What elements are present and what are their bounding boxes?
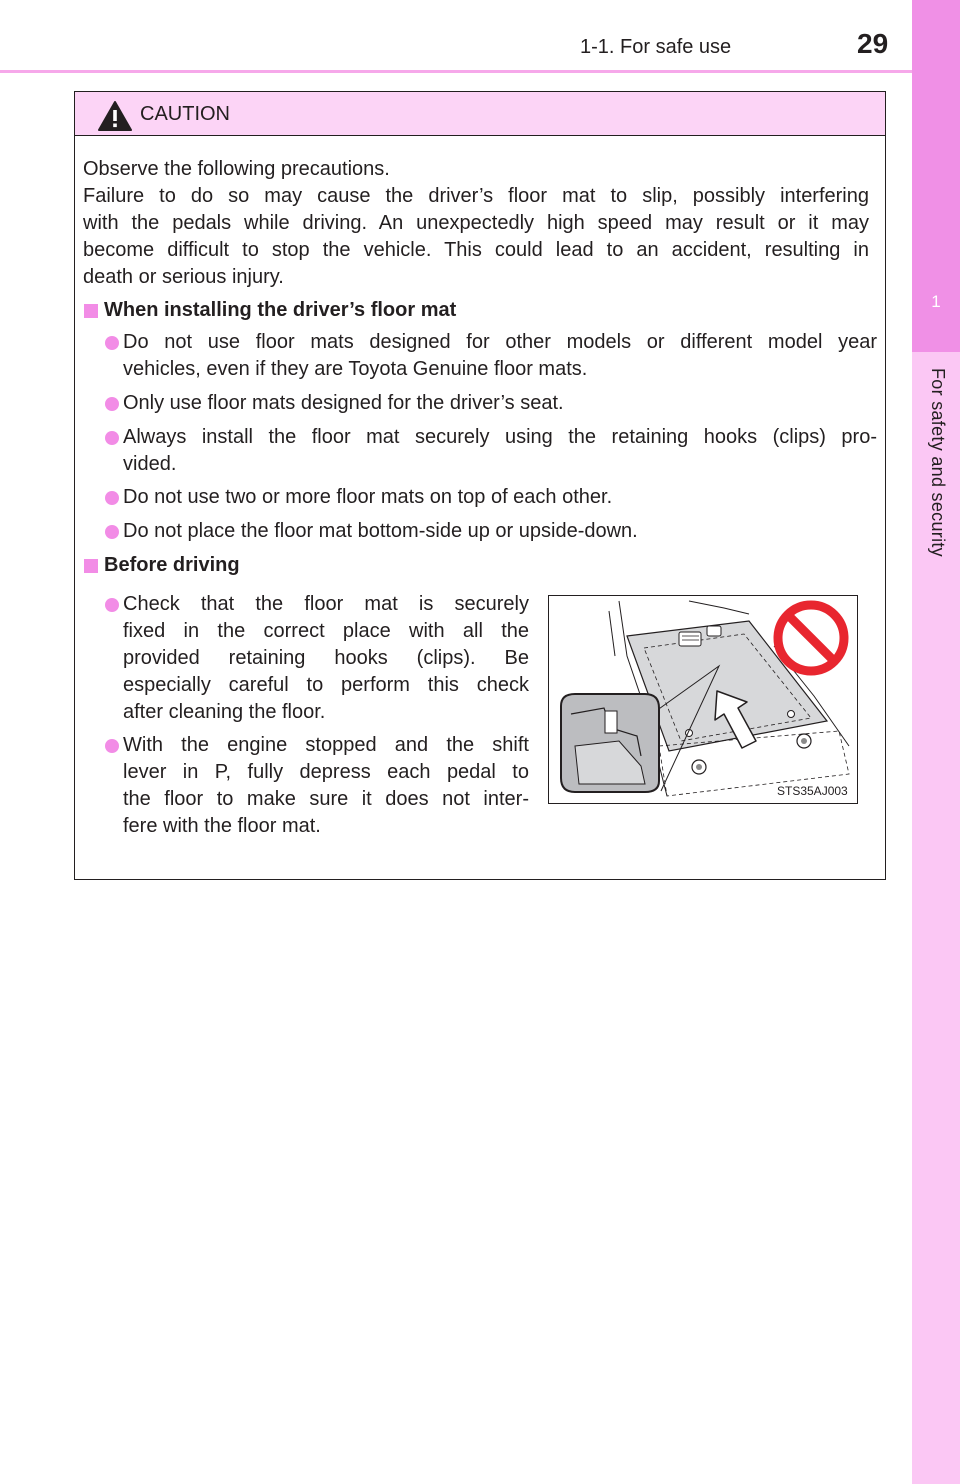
list-item-line: especially careful to perform this check [123,674,529,696]
intro-line: death or serious injury. [83,266,284,288]
chapter-number: 1 [931,292,941,311]
bullet-dot [105,431,119,445]
list-item-line: Only use floor mats designed for the driver’s seat. [123,392,564,414]
floor-mat-drawing [549,596,858,804]
list-item-line: after cleaning the floor. [123,701,326,723]
list-item-line: the floor to make sure it does not inter- [123,788,529,810]
list-item-line: vided. [123,453,177,475]
bullet-dot [105,397,119,411]
list-item-line: Always install the floor mat securely using the retaining hooks (clips) pro- [123,426,877,448]
section-title: 1-1. For safe use [580,36,732,58]
caution-title: CAUTION [140,103,230,125]
section-heading-before-driving: Before driving [104,554,240,576]
figure-code: STS35AJ003 [777,784,848,798]
intro-line: become difficult to stop the vehicle. This could lead to an accident, resulting in [83,239,869,261]
list-item-line: With the engine stopped and the shift [123,734,529,756]
floor-mat-illustration [548,595,858,804]
section-marker [84,304,98,318]
page-number: 29 [857,28,889,59]
chapter-title: For safety and security [928,368,948,557]
list-item-line: fere with the floor mat. [123,815,321,837]
caution-header [75,92,885,136]
section-heading-installing: When installing the driver’s floor mat [104,299,457,321]
list-item-line: Do not use floor mats designed for other models or different model year [123,331,877,353]
section-marker [84,559,98,573]
bullet-dot [105,739,119,753]
intro-line: with the pedals while driving. An unexpectedly high speed may result or it may [83,212,869,234]
warning-triangle-icon [97,100,133,132]
bullet-dot [105,336,119,350]
intro-line: Observe the following precautions. [83,158,390,180]
header-rule [0,70,912,73]
list-item-line: vehicles, even if they are Toyota Genuine floor mats. [123,358,588,380]
chapter-tab [912,0,960,352]
bullet-dot [105,598,119,612]
list-item-line: provided retaining hooks (clips). Be [123,647,529,669]
chapter-sidebar [912,0,960,1484]
list-item-line: fixed in the correct place with all the [123,620,529,642]
list-item-line: Do not use two or more floor mats on top of each other. [123,486,613,508]
list-item-line: lever in P, fully depress each pedal to [123,761,529,783]
intro-line: Failure to do so may cause the driver’s floor mat to slip, possibly interfering [83,185,869,207]
bullet-dot [105,525,119,539]
bullet-dot [105,491,119,505]
list-item-line: Do not place the floor mat bottom-side up or upside-down. [123,520,638,542]
list-item-line: Check that the floor mat is securely [123,593,529,615]
